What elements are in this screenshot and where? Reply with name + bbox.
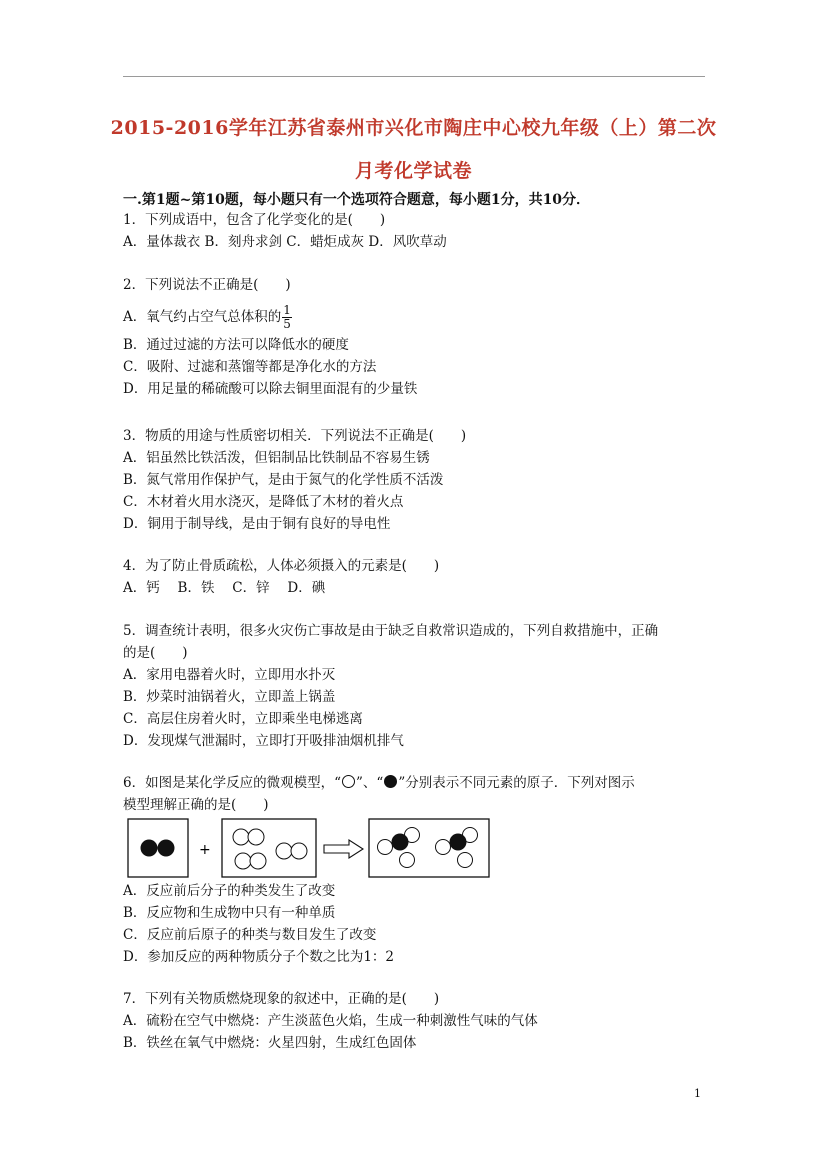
option-b: B．铁丝在氧气中燃烧：火星四射，生成红色固体	[123, 1035, 417, 1051]
option-c: C．吸附、过滤和蒸馏等都是净化水的方法	[123, 359, 377, 375]
option-d: D．用足量的稀硫酸可以除去铜里面混有的少量铁	[123, 381, 418, 397]
question-4	[123, 555, 439, 599]
stem-part3: ”分别表示不同元素的原子．下列对图示	[398, 775, 635, 791]
option-a: A．铝虽然比铁活泼，但铝制品比铁制品不容易生锈	[123, 450, 430, 466]
option-a: A．反应前后分子的种类发生了改变	[123, 883, 336, 899]
white-atom	[248, 829, 264, 845]
white-atom	[235, 853, 251, 869]
question-6	[123, 772, 635, 816]
options-line: A．钙 B．铁 C．锌 D．碘	[123, 580, 326, 596]
black-atom	[141, 840, 158, 857]
question-6-options	[123, 880, 394, 968]
white-atom	[276, 843, 292, 859]
reaction-diagram	[127, 818, 491, 880]
white-atom	[400, 853, 415, 868]
option-c: C．反应前后原子的种类与数目发生了改变	[123, 927, 377, 943]
section-heading: 一.第1题~第10题，每小题只有一个选项符合题意，每小题1分，共10分．	[123, 192, 591, 208]
question-stem: 7．下列有关物质燃烧现象的叙述中，正确的是( )	[123, 991, 440, 1007]
question-stem-line2: 的是( )	[123, 645, 188, 661]
question-stem: 2．下列说法不正确是( )	[123, 277, 291, 293]
option-d: D．参加反应的两种物质分子个数之比为1：2	[123, 949, 395, 965]
black-atom	[450, 834, 467, 851]
question-stem-line1: 5．调查统计表明，很多火灾伤亡事故是由于缺乏自救常识造成的，下列自救措施中，正确	[123, 623, 659, 639]
stem-part2: ”、“	[356, 775, 384, 791]
black-atom-icon	[383, 774, 398, 789]
question-7	[123, 988, 538, 1054]
white-atom	[436, 840, 451, 855]
question-2	[123, 274, 417, 400]
white-atom	[378, 840, 393, 855]
option-b: B．氮气常用作保护气，是由于氮气的化学性质不活泼	[123, 472, 444, 488]
option-a	[123, 300, 417, 334]
white-atom	[458, 853, 473, 868]
option-c: C．高层住房着火时，立即乘坐电梯逃离	[123, 711, 363, 727]
question-3	[123, 425, 466, 535]
black-atom	[158, 840, 175, 857]
white-atom	[233, 829, 249, 845]
question-1	[123, 209, 447, 253]
white-atom	[291, 843, 307, 859]
question-5	[123, 620, 658, 752]
question-stem: 4．为了防止骨质疏松，人体必须摄入的元素是( )	[123, 558, 440, 574]
option-a-text: A．氧气约占空气总体积的	[123, 309, 282, 325]
page-number: 1	[694, 1087, 701, 1100]
question-stem-line2: 模型理解正确的是( )	[123, 797, 269, 813]
option-d: D．发现煤气泄漏时，立即打开吸排油烟机排气	[123, 733, 404, 749]
options-line: A．量体裁衣 B．刻舟求剑 C．蜡炬成灰 D．风吹草动	[123, 234, 447, 250]
reaction-arrow-icon	[324, 840, 363, 858]
question-stem-line1	[123, 772, 635, 794]
plus-sign: +	[199, 842, 211, 858]
fraction-numerator: 1	[283, 302, 291, 317]
white-atom	[250, 853, 266, 869]
exam-title-line2: 月考化学试卷	[354, 160, 472, 182]
option-c: C．木材着火用水浇灭，是降低了木材的着火点	[123, 494, 404, 510]
black-atom	[392, 834, 409, 851]
header-rule	[123, 76, 705, 77]
option-a: A．硫粉在空气中燃烧：产生淡蓝色火焰，生成一种刺激性气味的气体	[123, 1013, 538, 1029]
exam-title-line1: 2015-2016学年江苏省泰州市兴化市陶庄中心校九年级（上）第二次	[110, 117, 717, 139]
option-b: B．通过过滤的方法可以降低水的硬度	[123, 337, 349, 353]
question-stem: 3．物质的用途与性质密切相关．下列说法不正确是( )	[123, 428, 467, 444]
fraction	[282, 304, 292, 331]
option-b: B．反应物和生成物中只有一种单质	[123, 905, 336, 921]
option-a: A．家用电器着火时，立即用水扑灭	[123, 667, 336, 683]
stem-part1: 6．如图是某化学反应的微观模型，“	[123, 775, 341, 791]
white-atom-icon	[341, 774, 356, 789]
question-stem: 1．下列成语中，包含了化学变化的是( )	[123, 212, 386, 228]
fraction-denominator: 5	[283, 316, 291, 331]
option-b: B．炒菜时油锅着火，立即盖上锅盖	[123, 689, 336, 705]
option-d: D．铜用于制导线，是由于铜有良好的导电性	[123, 516, 391, 532]
